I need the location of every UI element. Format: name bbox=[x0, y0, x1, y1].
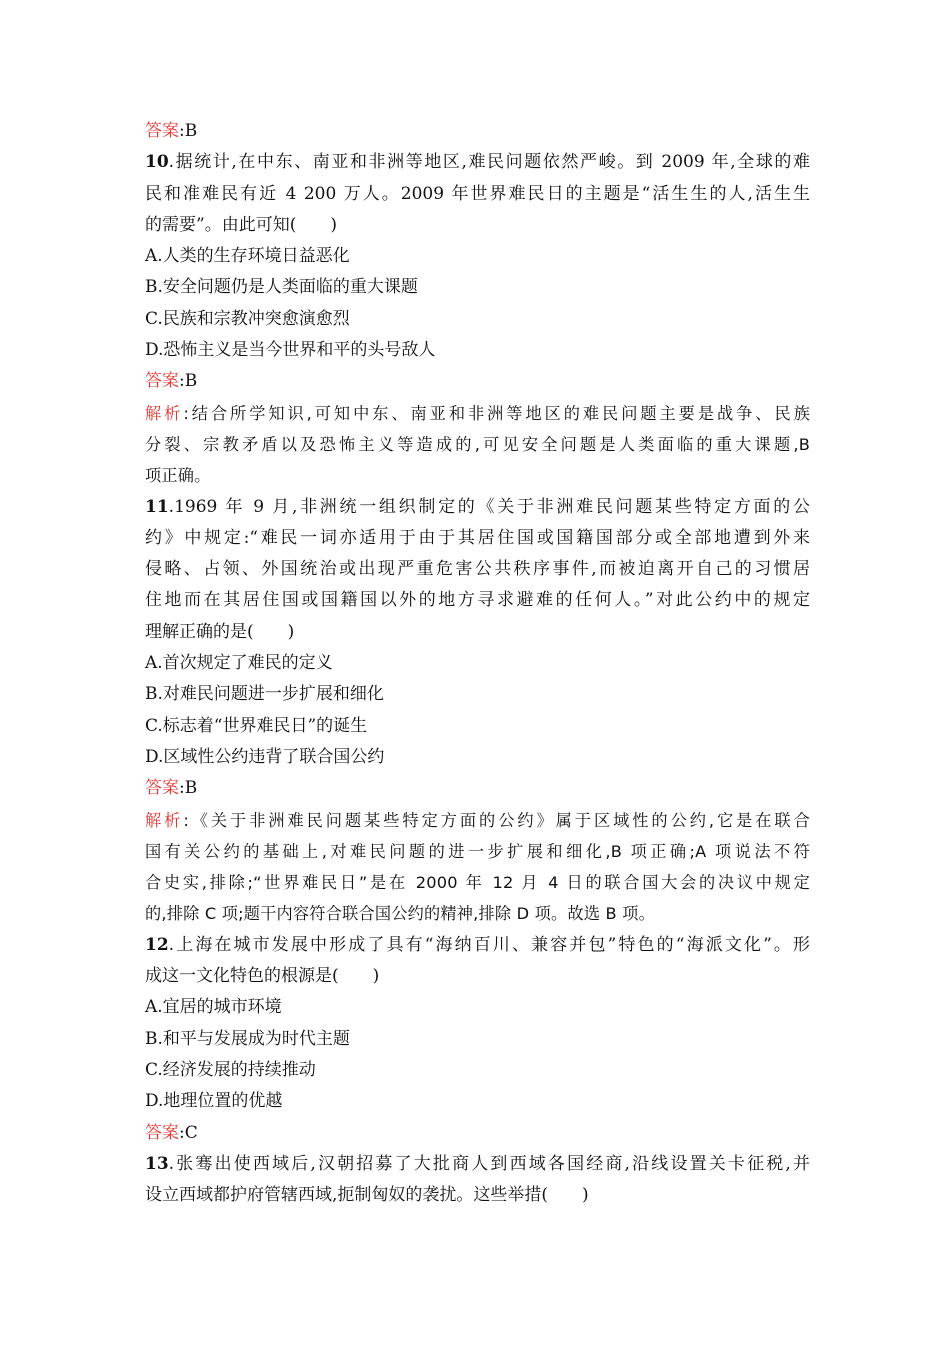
explanation-text: :《关于非洲难民问题某些特定方面的公约》属于区域性的公约,它是在联合 bbox=[183, 810, 810, 830]
option-item: D.区域性公约违背了联合国公约 bbox=[145, 746, 385, 767]
answer-value: :C bbox=[179, 1122, 198, 1143]
option-item: A.宜居的城市环境 bbox=[145, 997, 282, 1018]
question-content bbox=[145, 116, 810, 1211]
question-line bbox=[145, 585, 810, 616]
question-text: .据统计,在中东、南亚和非洲等地区,难民问题依然严峻。到 2009 年,全球的难 bbox=[168, 152, 810, 173]
question-line bbox=[145, 147, 810, 178]
option-item: C.民族和宗教冲突愈演愈烈 bbox=[145, 308, 350, 329]
explanation-text: 的,排除 C 项;题干内容符合联合国公约的精神,排除 D 项。故选 B 项。 bbox=[145, 904, 655, 924]
option-item: C.经济发展的持续推动 bbox=[145, 1059, 316, 1080]
question-text: 住地而在其居住国或国籍国以外的地方寻求避难的任何人。”对此公约中的规定 bbox=[145, 590, 810, 611]
question-number: 12 bbox=[145, 934, 169, 955]
explanation-line bbox=[145, 836, 810, 867]
question-number: 11 bbox=[145, 496, 169, 517]
option-item: B.安全问题仍是人类面临的重大课题 bbox=[145, 277, 418, 298]
question-text: 设立西域都护府管辖西域,扼制匈奴的袭扰。这些举措( ) bbox=[145, 1185, 589, 1206]
answer-label: 答案 bbox=[145, 121, 179, 141]
question-line bbox=[145, 523, 810, 554]
answer-label: 答案 bbox=[145, 371, 179, 392]
explanation-text: 合史实,排除;“世界难民日”是在 2000 年 12 月 4 日的联合国大会的决议中规定 bbox=[145, 873, 810, 893]
question-line bbox=[145, 554, 810, 585]
explanation-line bbox=[145, 898, 810, 929]
answer-value: :B bbox=[179, 778, 198, 799]
explanation-line bbox=[145, 398, 810, 429]
question-text: 理解正确的是( ) bbox=[145, 621, 295, 642]
option-item: A.首次规定了难民的定义 bbox=[145, 653, 333, 674]
explanation-line bbox=[145, 460, 810, 491]
answer-label: 答案 bbox=[145, 1122, 179, 1143]
answer-value: :B bbox=[179, 121, 198, 141]
answer-line bbox=[145, 116, 810, 147]
answer-value: :B bbox=[179, 371, 198, 392]
question-line bbox=[145, 210, 810, 241]
question-line bbox=[145, 961, 810, 992]
question-number: 10 bbox=[145, 152, 169, 173]
answer-label: 答案 bbox=[145, 778, 179, 799]
explanation-line bbox=[145, 867, 810, 898]
explanation-text: :结合所学知识,可知中东、南亚和非洲等地区的难民问题主要是战争、民族 bbox=[183, 403, 810, 423]
option-item: B.对难民问题进一步扩展和细化 bbox=[145, 684, 384, 705]
explanation-text: 项正确。 bbox=[145, 466, 211, 486]
explanation-label: 解析 bbox=[145, 810, 184, 830]
option-item: C.标志着“世界难民日”的诞生 bbox=[145, 715, 368, 736]
answer-line bbox=[145, 1118, 810, 1149]
explanation-label: 解析 bbox=[145, 403, 184, 423]
question-text: 侵略、占领、外国统治或出现严重危害公共秩序事件,而被迫离开自己的习惯居 bbox=[145, 559, 810, 580]
explanation-line bbox=[145, 805, 810, 836]
explanation-text: 分裂、宗教矛盾以及恐怖主义等造成的,可见安全问题是人类面临的重大课题,B bbox=[145, 434, 810, 454]
question-line bbox=[145, 1180, 810, 1211]
explanation-line bbox=[145, 429, 810, 460]
question-line bbox=[145, 492, 810, 523]
question-text: .1969 年 9 月,非洲统一组织制定的《关于非洲难民问题某些特定方面的公 bbox=[168, 496, 810, 517]
question-line bbox=[145, 930, 810, 961]
question-line bbox=[145, 1149, 810, 1180]
answer-line bbox=[145, 773, 810, 804]
question-text: .张骞出使西域后,汉朝招募了大批商人到西域各国经商,沿线设置关卡征税,并 bbox=[168, 1153, 810, 1174]
option-item: D.恐怖主义是当今世界和平的头号敌人 bbox=[145, 340, 436, 361]
question-line bbox=[145, 617, 810, 648]
question-line bbox=[145, 179, 810, 210]
option-item: A.人类的生存环境日益恶化 bbox=[145, 246, 350, 267]
question-text: 民和准难民有近 4 200 万人。2009 年世界难民日的主题是“活生生的人,活生生 bbox=[145, 183, 810, 204]
question-text: 约》中规定:“难民一词亦适用于由于其居住国或国籍国部分或全部地遭到外来 bbox=[145, 527, 810, 548]
answer-line bbox=[145, 366, 810, 397]
option-item: B.和平与发展成为时代主题 bbox=[145, 1028, 350, 1049]
question-text: .上海在城市发展中形成了具有“海纳百川、兼容并包”特色的“海派文化”。形 bbox=[168, 934, 810, 955]
option-item: D.地理位置的优越 bbox=[145, 1091, 283, 1112]
explanation-text: 国有关公约的基础上,对难民问题的进一步扩展和细化,B 项正确;A 项说法不符 bbox=[145, 841, 810, 861]
question-text: 的需要”。由此可知( ) bbox=[145, 214, 337, 235]
question-text: 成这一文化特色的根源是( ) bbox=[145, 966, 380, 987]
question-number: 13 bbox=[145, 1153, 169, 1174]
